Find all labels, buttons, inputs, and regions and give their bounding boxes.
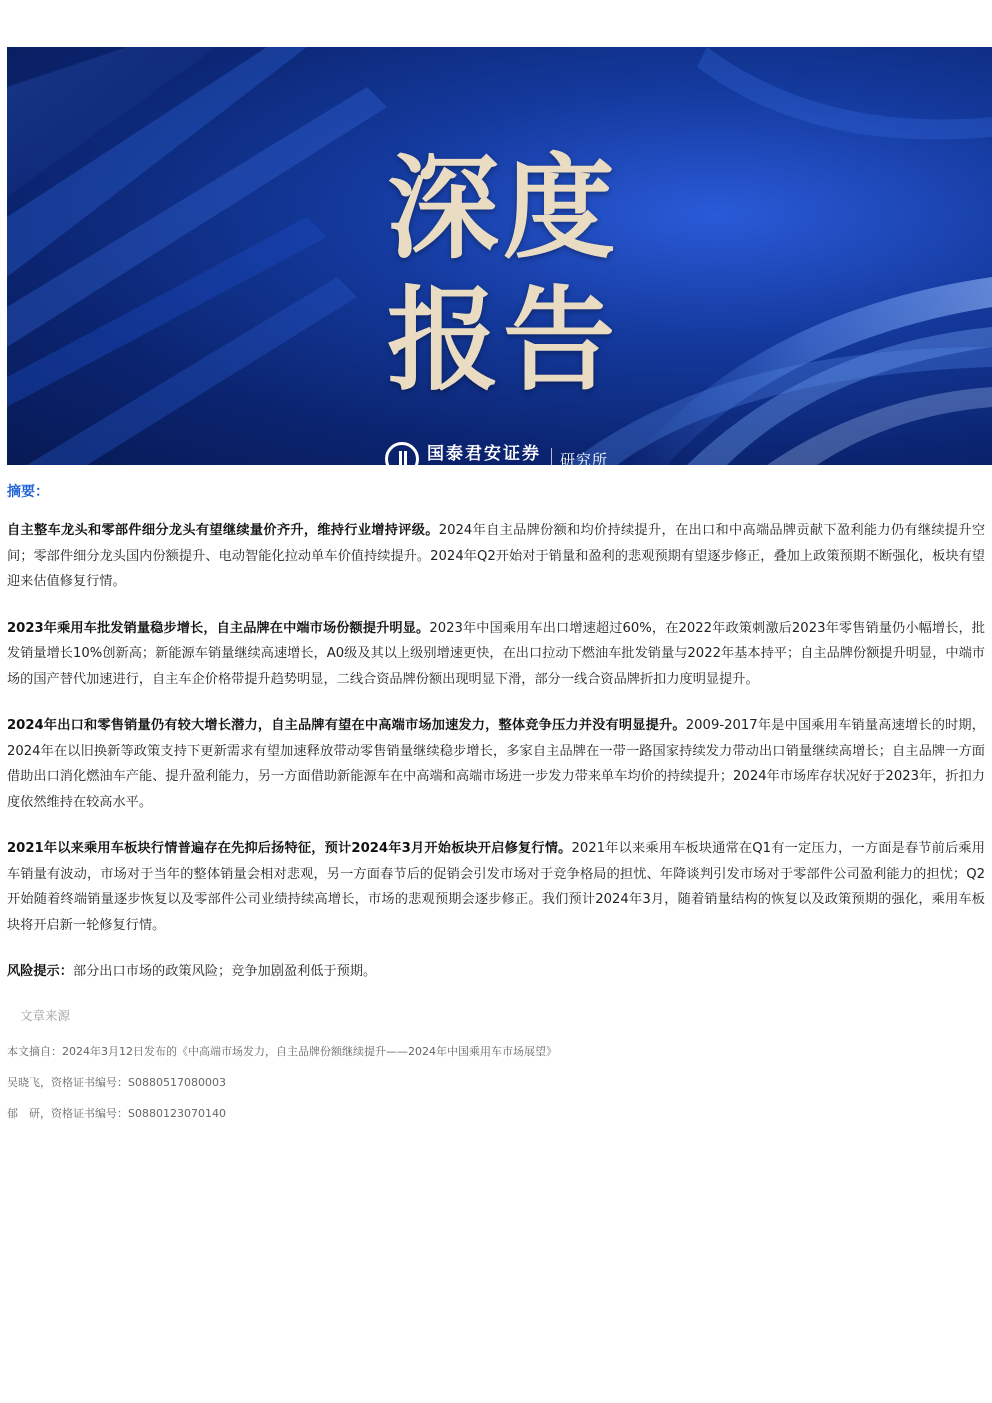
company-logo	[385, 441, 608, 477]
logo-emblem-icon	[385, 442, 419, 476]
paragraph-1	[7, 518, 985, 595]
logo-institute: 研究所	[560, 450, 609, 469]
paragraph-text: 2021年以来乘用车板块通常在Q1有一定压力，一方面是春节前后乘用车销量有波动，市场对于当年的整体销量会相对悲观，另一方面春节后的促销会引发市场对于竞争格局的担忧、年降谈判引发市场对于零部件公司盈利能力的担忧；Q2开始随着终端销量逐步恢复以及零部件公司业绩持续高增长，市场的悲观预期会逐步修正。我们预计2024年3月，随着销量结构的恢复以及政策预期的强化，乘用车板块将开启新一轮修复行情。	[7, 841, 985, 933]
report-banner	[7, 47, 992, 473]
risk-warning	[7, 959, 985, 985]
banner-title: 深度报告	[387, 143, 619, 406]
risk-label: 风险提示：	[7, 964, 73, 979]
paragraph-4	[7, 836, 985, 938]
paragraph-2	[7, 616, 985, 693]
analyst-credit: 吴晓飞，资格证书编号：S0880517080003	[7, 1075, 226, 1089]
source-heading: 文章来源	[20, 1007, 71, 1023]
summary-heading: 摘要：	[7, 484, 49, 500]
paragraph-lead: 2023年乘用车批发销量稳步增长，自主品牌在中端市场份额提升明显。	[7, 620, 430, 636]
paragraph-3	[7, 713, 985, 815]
logo-name-cn: 国泰君安证券	[427, 444, 541, 464]
logo-divider	[551, 448, 552, 470]
paragraph-lead: 2024年出口和零售销量仍有较大增长潜力，自主品牌有望在中高端市场加速发力，整体竞争压力并没有明显提升。	[7, 718, 686, 733]
analyst-credit: 郁 研，资格证书编号：S0880123070140	[7, 1106, 226, 1120]
paragraph-text: 2024年自主品牌份额和均价持续提升，在出口和中高端品牌贡献下盈利能力仍有继续提升空间；零部件细分龙头国内份额提升、电动智能化拉动单车价值持续提升。2024年Q2开始对于销量和盈利的悲观预期有望逐步修正，叠加上政策预期不断强化，板块有望迎来估值修复行情。	[7, 523, 986, 589]
paragraph-text: 2009-2017年是中国乘用车销量高速增长的时期，2024年在以旧换新等政策支持下更新需求有望加速释放带动零售销量继续稳步增长，多家自主品牌在一带一路国家持续发力带动出口销量继续高增长；自主品牌一方面借助出口消化燃油车产能、提升盈利能力，另一方面借助新能源车在中高端和高端市场进一步发力带来单车均价的持续提升；2024年市场库存状况好于2023年，折扣力度依然维持在较高水平。	[7, 718, 985, 810]
logo-name-en: GUOTAI JUNAN SECURITIES	[427, 465, 534, 473]
risk-text: 部分出口市场的政策风险；竞争加剧盈利低于预期。	[72, 964, 377, 979]
paragraph-lead: 2021年以来乘用车板块行情普遍存在先抑后扬特征，预计2024年3月开始板块开启修复行情。	[7, 841, 572, 856]
paragraph-lead: 自主整车龙头和零部件细分龙头有望继续量价齐升，维持行业增持评级。	[7, 523, 439, 538]
article-body	[7, 480, 985, 1122]
source-excerpt: 本文摘自：2024年3月12日发布的《中高端市场发力，自主品牌份额继续提升——2024年中国乘用车市场展望》	[7, 1044, 557, 1058]
paragraph-text: 2023年中国乘用车出口增速超过60%，在2022年政策刺激后2023年零售销量仍小幅增长，批发销量增长10%创新高；新能源车销量继续高速增长，A0级及其以上级别增速更快，在出口拉动下燃油车批发销量与2022年基本持平；自主品牌份额提升明显，中端市场的国产替代加速进行，自主车企价格带提升趋势明显，二线合资品牌份额出现明显下滑，部分一线合资品牌折扣力度明显提升。	[7, 620, 985, 687]
